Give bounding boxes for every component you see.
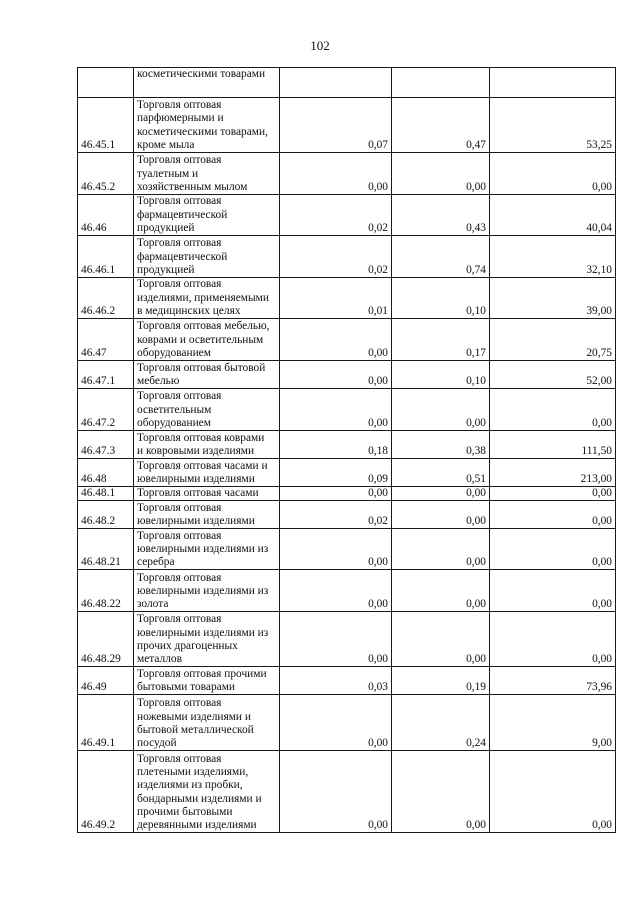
okved-code-cell: 46.46.2	[78, 278, 134, 319]
value-cell-1	[280, 68, 392, 98]
value-cell-1: 0,00	[280, 612, 392, 667]
value-cell-2: 0,19	[392, 667, 490, 695]
value-cell-1: 0,00	[280, 153, 392, 195]
value-cell-3: 213,00	[490, 459, 616, 487]
value-cell-3: 0,00	[490, 487, 616, 501]
activity-name-cell: Торговля оптовая бытовой мебелью	[134, 361, 280, 389]
table-row	[78, 195, 616, 236]
table-row	[78, 153, 616, 195]
value-cell-2: 0,00	[392, 153, 490, 195]
okved-code-cell: 46.47	[78, 319, 134, 361]
value-cell-2: 0,17	[392, 319, 490, 361]
value-cell-1: 0,02	[280, 236, 392, 278]
value-cell-1: 0,00	[280, 570, 392, 612]
activity-name-cell: Торговля оптовая плетеными изделиями, изделиями из пробки, бондарными изделиями и прочими бытовыми деревянными изделиями	[134, 751, 280, 833]
value-cell-1: 0,00	[280, 695, 392, 751]
table-row	[78, 236, 616, 278]
table-row	[78, 695, 616, 751]
table-row	[78, 612, 616, 667]
table-row	[78, 459, 616, 487]
value-cell-3	[490, 68, 616, 98]
okved-code-cell: 46.49.2	[78, 751, 134, 833]
okved-indicators-table	[77, 67, 616, 833]
table-row	[78, 361, 616, 389]
value-cell-1: 0,18	[280, 431, 392, 459]
value-cell-2: 0,00	[392, 529, 490, 570]
activity-name-cell: Торговля оптовая мебелью, коврами и осветительным оборудованием	[134, 319, 280, 361]
activity-name-cell: Торговля оптовая ювелирными изделиями из серебра	[134, 529, 280, 570]
table-row	[78, 751, 616, 833]
value-cell-2: 0,24	[392, 695, 490, 751]
value-cell-3: 53,25	[490, 98, 616, 153]
value-cell-1: 0,00	[280, 361, 392, 389]
value-cell-3: 39,00	[490, 278, 616, 319]
activity-name-cell: Торговля оптовая часами	[134, 487, 280, 501]
value-cell-3: 0,00	[490, 501, 616, 529]
table-row	[78, 431, 616, 459]
value-cell-2: 0,00	[392, 751, 490, 833]
activity-name-cell: Торговля оптовая парфюмерными и косметическими товарами, кроме мыла	[134, 98, 280, 153]
okved-code-cell: 46.45.1	[78, 98, 134, 153]
value-cell-1: 0,01	[280, 278, 392, 319]
value-cell-3: 111,50	[490, 431, 616, 459]
value-cell-3: 73,96	[490, 667, 616, 695]
page-number: 102	[310, 38, 330, 53]
value-cell-2: 0,47	[392, 98, 490, 153]
value-cell-2	[392, 68, 490, 98]
value-cell-2: 0,00	[392, 501, 490, 529]
value-cell-1: 0,00	[280, 751, 392, 833]
value-cell-1: 0,09	[280, 459, 392, 487]
okved-code-cell: 46.47.2	[78, 389, 134, 431]
value-cell-2: 0,51	[392, 459, 490, 487]
okved-code-cell: 46.46	[78, 195, 134, 236]
table-row	[78, 570, 616, 612]
okved-code-cell	[78, 68, 134, 98]
value-cell-2: 0,00	[392, 389, 490, 431]
activity-name-cell: Торговля оптовая ножевыми изделиями и бытовой металлической посудой	[134, 695, 280, 751]
value-cell-2: 0,00	[392, 487, 490, 501]
table-row	[78, 389, 616, 431]
value-cell-1: 0,02	[280, 195, 392, 236]
value-cell-2: 0,00	[392, 612, 490, 667]
okved-code-cell: 46.45.2	[78, 153, 134, 195]
okved-code-cell: 46.48.21	[78, 529, 134, 570]
okved-code-cell: 46.48.1	[78, 487, 134, 501]
table-row	[78, 68, 616, 98]
okved-code-cell: 46.48.2	[78, 501, 134, 529]
value-cell-3: 20,75	[490, 319, 616, 361]
activity-name-cell: косметическими товарами	[134, 68, 280, 98]
activity-name-cell: Торговля оптовая ювелирными изделиями из золота	[134, 570, 280, 612]
activity-name-cell: Торговля оптовая осветительным оборудованием	[134, 389, 280, 431]
value-cell-3: 0,00	[490, 612, 616, 667]
value-cell-3: 0,00	[490, 153, 616, 195]
activity-name-cell: Торговля оптовая фармацевтической продукцией	[134, 236, 280, 278]
value-cell-3: 9,00	[490, 695, 616, 751]
table-row	[78, 529, 616, 570]
table-row	[78, 319, 616, 361]
okved-code-cell: 46.46.1	[78, 236, 134, 278]
table-row	[78, 487, 616, 501]
activity-name-cell: Торговля оптовая часами и ювелирными изделиями	[134, 459, 280, 487]
okved-code-cell: 46.49	[78, 667, 134, 695]
value-cell-3: 40,04	[490, 195, 616, 236]
okved-code-cell: 46.47.3	[78, 431, 134, 459]
value-cell-3: 0,00	[490, 570, 616, 612]
value-cell-2: 0,38	[392, 431, 490, 459]
activity-name-cell: Торговля оптовая туалетным и хозяйственным мылом	[134, 153, 280, 195]
okved-code-cell: 46.48.22	[78, 570, 134, 612]
activity-name-cell: Торговля оптовая ювелирными изделиями	[134, 501, 280, 529]
okved-code-cell: 46.49.1	[78, 695, 134, 751]
okved-code-cell: 46.48.29	[78, 612, 134, 667]
table-body	[78, 68, 616, 833]
value-cell-3: 52,00	[490, 361, 616, 389]
table-row	[78, 501, 616, 529]
value-cell-1: 0,00	[280, 529, 392, 570]
value-cell-2: 0,00	[392, 570, 490, 612]
value-cell-2: 0,43	[392, 195, 490, 236]
value-cell-2: 0,10	[392, 361, 490, 389]
value-cell-1: 0,07	[280, 98, 392, 153]
value-cell-1: 0,03	[280, 667, 392, 695]
activity-name-cell: Торговля оптовая прочими бытовыми товарами	[134, 667, 280, 695]
value-cell-3: 0,00	[490, 529, 616, 570]
value-cell-3: 0,00	[490, 751, 616, 833]
value-cell-1: 0,00	[280, 389, 392, 431]
value-cell-2: 0,10	[392, 278, 490, 319]
table-row	[78, 667, 616, 695]
okved-code-cell: 46.48	[78, 459, 134, 487]
value-cell-1: 0,00	[280, 319, 392, 361]
value-cell-3: 0,00	[490, 389, 616, 431]
value-cell-1: 0,00	[280, 487, 392, 501]
activity-name-cell: Торговля оптовая фармацевтической продукцией	[134, 195, 280, 236]
table-row	[78, 98, 616, 153]
value-cell-3: 32,10	[490, 236, 616, 278]
activity-name-cell: Торговля оптовая ювелирными изделиями из прочих драгоценных металлов	[134, 612, 280, 667]
okved-code-cell: 46.47.1	[78, 361, 134, 389]
activity-name-cell: Торговля оптовая коврами и ковровыми изделиями	[134, 431, 280, 459]
value-cell-1: 0,02	[280, 501, 392, 529]
value-cell-2: 0,74	[392, 236, 490, 278]
table-row	[78, 278, 616, 319]
activity-name-cell: Торговля оптовая изделиями, применяемыми в медицинских целях	[134, 278, 280, 319]
